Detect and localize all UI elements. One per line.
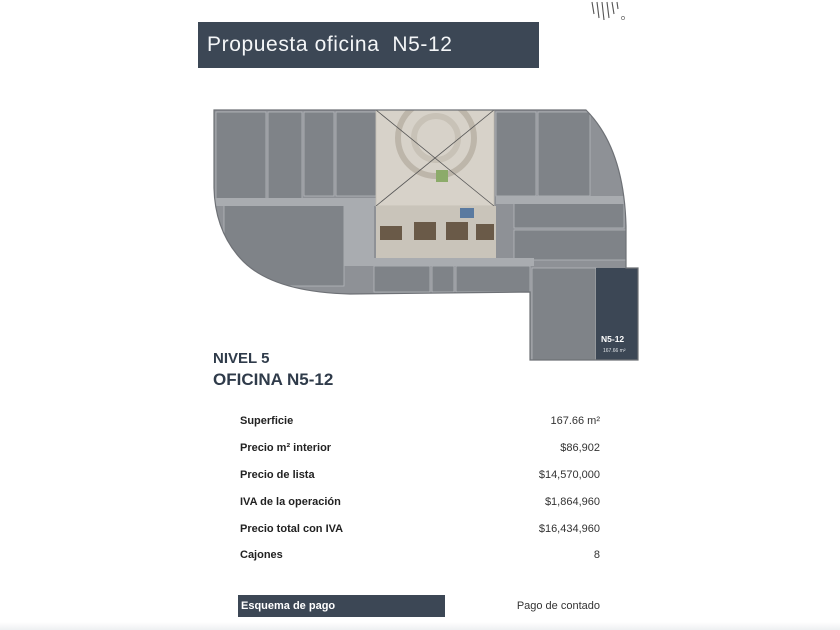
spec-label: Precio total con IVA [240, 522, 344, 535]
spec-value: $86,902 [560, 442, 600, 455]
floor-plan [210, 108, 642, 362]
office-tag: N5-12 [601, 334, 625, 344]
architect-logo-icon [588, 0, 632, 24]
spec-value: 8 [593, 549, 600, 562]
spec-row-precio-lista [240, 462, 600, 489]
spec-label: Superficie [240, 415, 294, 428]
spec-table [240, 408, 600, 569]
payment-label: Esquema de pago [238, 595, 445, 617]
spec-label: Cajones [240, 549, 283, 562]
spec-value: $1,864,960 [544, 495, 600, 508]
page-title: Propuesta oficina N5-12 [198, 22, 539, 68]
page-bottom-edge [0, 622, 840, 630]
spec-row-cajones [240, 542, 600, 569]
spec-value: $16,434,960 [538, 522, 600, 535]
spec-row-iva [240, 488, 600, 515]
payment-scheme [238, 595, 600, 617]
spec-label: Precio de lista [240, 468, 315, 481]
spec-label: Precio m² interior [240, 442, 332, 455]
office-heading: OFICINA N5-12 [213, 370, 334, 389]
spec-value: 167.66 m² [550, 415, 600, 428]
spec-value: $14,570,000 [538, 468, 600, 481]
payment-value: Pago de contado [516, 600, 600, 612]
level-heading: NIVEL 5 [213, 350, 270, 367]
office-tag-area: 167.66 m² [603, 348, 626, 354]
spec-row-precio-total [240, 515, 600, 542]
spec-row-superficie [240, 408, 600, 435]
spec-label: IVA de la operación [240, 495, 341, 508]
spec-row-precio-m2 [240, 435, 600, 462]
